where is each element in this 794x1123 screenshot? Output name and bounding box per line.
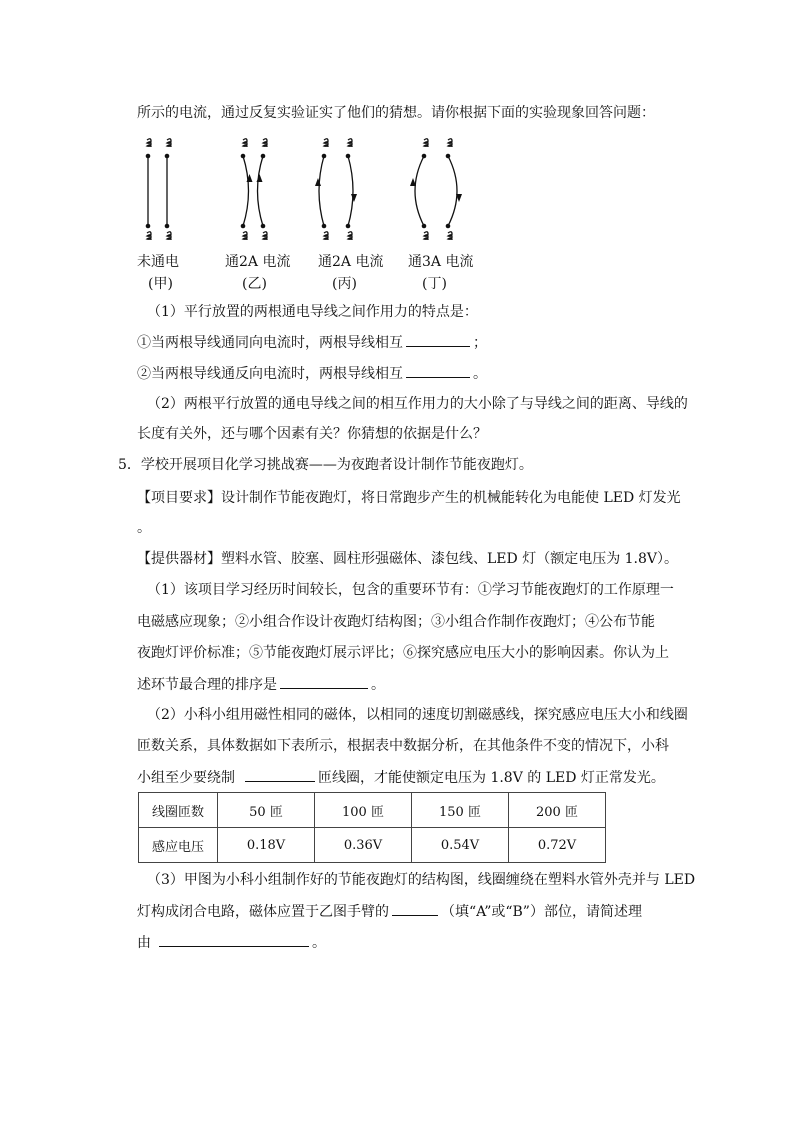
caption-bing-bottom: (丙) — [332, 276, 357, 292]
q4-part2-line1: （2）两根平行放置的通电导线之间的相互作用力的大小除了与导线之间的距离、导线的 — [147, 396, 688, 412]
q4-part1: （1）平行放置的两根通电导线之间作用力的特点是： — [147, 304, 478, 320]
q5-s3-line1: （3）甲图为小科小组制作好的节能夜跑灯的结构图，线圈缠绕在塑料水管外壳并与 LED — [147, 872, 696, 888]
caption-jia-top: 未通电 — [137, 254, 179, 270]
answer-blank[interactable] — [406, 332, 470, 347]
table-cell: 50 匝 — [218, 793, 315, 828]
caption-ding-bottom: (丁) — [422, 276, 447, 292]
caption-ding-top: 通3A 电流 — [408, 254, 474, 270]
caption-bing-top: 通2A 电流 — [318, 254, 384, 270]
table-cell: 0.54V — [412, 828, 509, 863]
q4-part1a: ①当两根导线通同向电流时，两根导线相互 ； — [137, 332, 487, 353]
q5-s3-line3: 由 。 — [137, 932, 326, 953]
caption-yi-top: 通2A 电流 — [225, 254, 291, 270]
table-row — [139, 828, 606, 863]
q5-requirement-line1: 【项目要求】设计制作节能夜跑灯，将日常跑步产生的机械能转化为电能使 LED 灯发光 — [137, 490, 681, 506]
table-cell: 150 匝 — [412, 793, 509, 828]
table-cell: 100 匝 — [315, 793, 412, 828]
table-cell: 0.36V — [315, 828, 412, 863]
intro-text: 所示的电流，通过反复实验证实了他们的猜想。请你根据下面的实验现象回答问题： — [137, 105, 655, 121]
q5-s1-line2: 电磁感应现象；②小组合作设计夜跑灯结构图；③小组合作制作夜跑灯；④公布节能 — [137, 614, 655, 630]
answer-blank[interactable] — [280, 674, 368, 689]
q5-title: 5．学校开展项目化学习挑战赛——为夜跑者设计制作节能夜跑灯。 — [118, 457, 533, 473]
answer-blank[interactable] — [406, 363, 470, 378]
q5-materials: 【提供器材】塑料水管、胶塞、圆柱形强磁体、漆包线、LED 灯（额定电压为 1.8V）。 — [137, 551, 679, 567]
q5-s2-line2: 匝数关系，具体数据如下表所示，根据表中数据分析，在其他条件不变的情况下，小科 — [137, 738, 669, 754]
table-cell: 感应电压 — [139, 828, 218, 863]
caption-yi-bottom: (乙) — [242, 276, 267, 292]
q5-s3-line2: 灯构成闭合电路，磁体应置于乙图手臂的 （填“A”或“B”）部位，请简述理 — [137, 901, 642, 922]
parallel-wires-diagram — [130, 128, 490, 298]
coil-voltage-table — [138, 792, 606, 863]
table-cell: 线圈匝数 — [139, 793, 218, 828]
table-cell: 0.18V — [218, 828, 315, 863]
q4-part2-line2: 长度有关外，还与哪个因素有关？你猜想的依据是什么？ — [137, 426, 487, 442]
table-row — [139, 793, 606, 828]
table-cell: 200 匝 — [509, 793, 606, 828]
answer-blank[interactable] — [245, 767, 315, 782]
answer-blank[interactable] — [159, 932, 309, 947]
q5-s1-line3: 夜跑灯评价标准；⑤节能夜跑灯展示评比；⑥探究感应电压大小的影响因素。你认为上 — [137, 645, 669, 661]
wire-pair-ding — [415, 139, 457, 240]
table-cell: 0.72V — [509, 828, 606, 863]
q5-s1-line1: （1）该项目学习经历时间较长，包含的重要环节有：①学习节能夜跑灯的工作原理一 — [147, 582, 674, 598]
q5-s2-line1: （2）小科小组用磁性相同的磁体，以相同的速度切割磁感线，探究感应电压大小和线圈 — [147, 707, 688, 723]
q5-s2-line3: 小组至少要绕制 匝线圈，才能使额定电压为 1.8V 的 LED 灯正常发光。 — [137, 767, 665, 788]
caption-jia-bottom: (甲) — [148, 276, 173, 292]
q5-requirement-line2: 。 — [137, 520, 151, 536]
q5-s1-line4: 述环节最合理的排序是 。 — [137, 674, 385, 695]
q4-part1b: ②当两根导线通反向电流时，两根导线相互 。 — [137, 363, 487, 384]
answer-blank[interactable] — [392, 901, 438, 916]
